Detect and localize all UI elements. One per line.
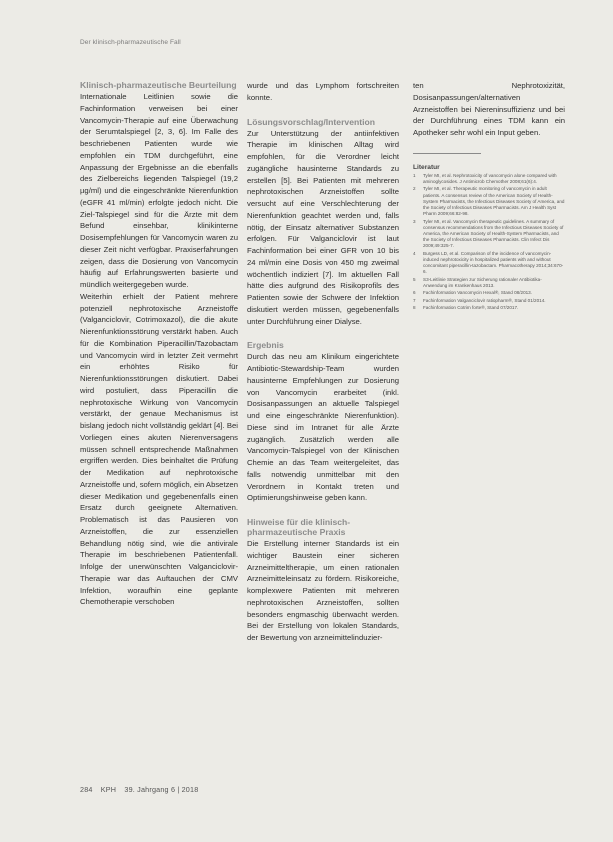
paragraph-intervention: Zur Unterstützung der antiinfektiven Therapie im klinischen Alltag wird empfohlen, für die Verordner leicht zugängliche hausinterne Standards zu erstellen [5]. Bei Patienten mit mehreren nephrotoxischen Arzneistoffen sollte versucht auf eine Verschlechterung der Nierenfunktion geachtet werden und, falls nötig, der Einsatz alternativer Substanzen erfolgen. Für Valganciclovir ist laut Fachinformation bei einer GFR von 10 bis 24 ml/min eine Dosis von 450 mg zweimal wöchentlich indiziert [7]. Im aktuellen Fall hätte dies aufgrund des Risikoprofils des Patienten sowie der Schwere der Infektion diskutiert werden müssen, gegebenenfalls unter Durchführung einer Dialyse.	[247, 128, 399, 326]
reference-text: S3-Leitlinie Strategien zur Sicherung rationaler Antibiotika-Anwendung im Krankenhaus 2013.	[423, 276, 542, 288]
reference-number: 1	[413, 172, 416, 178]
reference-text: Tyler MI, et al. Vancomycin therapeutic guidelines. A summary of consensus recommendations from the Infectious Diseases Society of America, the American Society of Health-System Pharmacists, and the Society of Infectious Diseases Pharmacists. Clin Infect Dis 2009;49:325-7.	[423, 218, 564, 249]
literature-heading: Literatur	[413, 163, 440, 171]
column-3	[413, 80, 565, 313]
reference-number: 3	[413, 218, 416, 224]
reference-item	[413, 173, 565, 185]
heading-practice-notes: Hinweise für die klinisch-pharmazeutische Praxis	[247, 517, 351, 537]
reference-number: 4	[413, 250, 416, 256]
reference-text: Tyler MI, et al. Therapeutic monitoring of vancomycin in adult patients. A consensus review of the American Society of Health-System Pharmacists, the Infectious Diseases Society of America, and the Society of Infectious Diseases Pharmacists. Am J Health Syst Pharm 2009;66:82-98.	[423, 186, 565, 217]
heading-intervention: Lösungsvorschlag/Intervention	[247, 116, 375, 127]
paragraph-assessment-2: Weiterhin erhielt der Patient mehrere potenziell nephrotoxische Arzneistoffe (Valganciclovir, Cotrimoxazol), die die akute Nierenfunktionsstörung verstärkt haben. Auch für die Kombination Piperacillin/Tazobactam und Vancomycin wird in letzter Zeit vermehrt ein erhöhtes Risiko für Nierenfunktionsstörungen diskutiert. Dabei wird postuliert, dass Piperacillin die nephrotoxische Wirkung von Vancomycin verstärkt, der genaue Mechanismus ist bislang jedoch nicht vollständig geklärt [4]. Bei Vorliegen eines akuten Nierenversagens müssen schnell entsprechende Maßnahmen ergriffen werden. Dies beinhaltet die Prüfung der Medikation auf nephrotoxische Arzneistoffe und, sofern möglich, ein Absetzen dieser Medikation und gegebenenfalls einen Ersatz durch geeignete Alternativen. Problematisch ist das Pausieren von Arzneistoffen, die zur essenziellen Behandlung nötig sind, wie die antivirale Therapie im beschriebenen Patientenfall. Infolge der unerwünschten Valganciclovir-Therapie war das Auftauchen der CMV Infektion, woraufhin eine geplante Chemotherapie verschoben	[80, 291, 238, 607]
journal-name: KPH	[100, 785, 117, 794]
reference-number: 2	[413, 186, 416, 192]
journal-volume: 39. Jahrgang 6 | 2018	[124, 785, 199, 794]
reference-list	[413, 173, 565, 312]
reference-text: Fachinformation Valganciclovir ratiopharm®, Stand 01/2014.	[423, 297, 546, 303]
column-2	[247, 80, 399, 644]
heading-result: Ergebnis	[247, 340, 284, 351]
divider	[413, 153, 481, 154]
reference-number: 7	[413, 297, 416, 303]
reference-text: Fachinformation Vancomycin Hexal®, Stand 08/2013.	[423, 290, 533, 296]
column-1	[80, 80, 238, 608]
paragraph-result: Durch das neu am Klinikum eingerichtete Antibiotic-Stewardship-Team wurden hausinterne Empfehlungen zur Dosierung von Vancomycin erarbeitet (inkl. Dosisanpassungen an aktuelle Talspiegel und eine eingeschränkte Nierenfunktion). Diese sind im Intranet für alle Ärzte zugänglich. Zusätzlich werden alle Vancomycin-Talspiegel von der Klinischen Chemie an das Team weitergeleitet, das falls notwendig unmittelbar mit den Verordnern in Kontakt treten und Optimierungshinweise geben kann.	[247, 352, 399, 503]
reference-item	[413, 305, 565, 311]
page-number: 284	[80, 785, 93, 794]
reference-item	[413, 290, 565, 296]
page-footer	[80, 785, 204, 794]
running-head: Der klinisch-pharmazeutische Fall	[80, 39, 181, 46]
reference-text: Tyler MI, et al. Nephrotoxicity of vancomycin alone compared with aminoglycosides. J Antimicrob Chemother 2008;61(6):4.	[423, 172, 557, 184]
reference-item	[413, 219, 565, 250]
reference-item	[413, 277, 565, 289]
reference-text: Burgess LD, et al. Comparison of the incidence of vancomycin-induced nephrotoxicity in hospitalized patients with and without concomitant piperacillin-tazobactam. Pharmacotherapy 2014;34:670-6.	[423, 250, 564, 275]
reference-number: 6	[413, 290, 416, 296]
heading-assessment: Klinisch-pharmazeutische Beurteilung	[80, 80, 237, 90]
reference-item	[413, 298, 565, 304]
paragraph-continuation: wurde und das Lymphom fortschreiten konnte.	[247, 81, 399, 102]
paragraph-practice-continuation: ten Nephrotoxizität, Dosisanpassungen/alternativen Arzneistoffen bei Niereninsuffizienz und bei der Durchführung eines TDM kann ein Apotheker sehr wohl ein Input geben.	[413, 81, 565, 137]
reference-number: 5	[413, 276, 416, 282]
reference-item	[413, 186, 565, 217]
paragraph-assessment-1: Internationale Leitlinien sowie die Fachinformation verweisen bei einer Vancomycin-Therapie auf eine Überwachung der Serumtalspiegel [2, 3, 6]. Im Falle des beschriebenen Patienten wurde wie empfohlen ein TDM durchgeführt, eine Anpassung der Ergebnisse an die ebenfalls des Zielbereichs liegenden Talspiegel (19,2 µg/ml) und die eingeschränkte Nierenfunktion (eGFR 41 ml/min) erfolgte jedoch nicht. Die Ziel-Talspiegel sind für die Ärzte mit dem Befund einsehbar, klinikinterne Dosisempfehlungen für Vancomycin waren zu dieser Zeit nicht verfügbar. Praxiserfahrungen zeigen, dass die Dosierung von Vancomycin häufig auf Erfahrungswerten basierte und mündlich weitergegeben wurde.	[80, 92, 238, 289]
reference-item	[413, 251, 565, 276]
reference-number: 8	[413, 305, 416, 311]
reference-text: Fachinformation Cotrim forte®, Stand 07/2017.	[423, 305, 519, 311]
paragraph-practice-notes: Die Erstellung interner Standards ist ein wichtiger Baustein einer sicheren Arzneimitteltherapie, um einen rationalen Arzneimitteleinsatz zu fördern. Risikoreiche, komplexwere Patienten mit mehreren nephrotoxischen Arzneistoffen, sollten besonders engmaschig überwacht werden. Bei der Erstellung von lokalen Standards, der Bewertung von arzneimittelinduzier-	[247, 539, 399, 642]
